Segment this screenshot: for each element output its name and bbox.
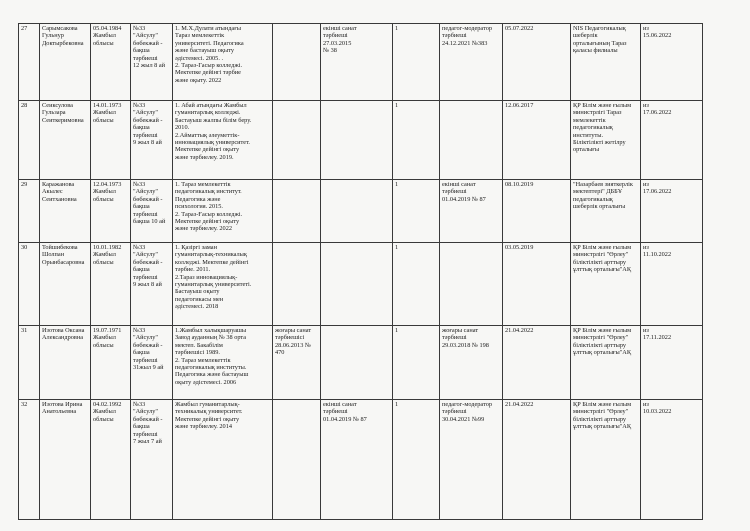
course-organization: "Назарбаев зияткерлік мектептері" ДББҰ педагогикалық шеберлік орталығы <box>571 180 641 243</box>
pedagog-category: жоғары санат тәрбиешi 29.03.2018 № 198 <box>440 326 503 400</box>
count-cell: 1 <box>393 180 440 243</box>
certificate-date: из 10.03.2022 <box>641 400 703 520</box>
education-info: 1.Жамбыл халықшаруашы Завод ауданның № 38 орта мектеп. Бакабілім тәрбиешісі 1989. 2. Тараз мемлекеттік педагогикалық институты. Педагогика және бастауыш оқыту әдістемесі. 2006 <box>173 326 273 400</box>
table-row <box>19 243 703 326</box>
count-cell: 1 <box>393 326 440 400</box>
course-organization: ҚР Білім және ғылым министрлігі Тараз мемлекеттік педагогикалық институты. Біліктілікті жетілру орталығы <box>571 101 641 180</box>
course-date: 05.07.2022 <box>503 24 571 101</box>
employee-name: Изотова Ирина Анатольевна <box>40 400 91 520</box>
course-organization: ҚР Білім және ғылым министрлігі "Өрлеу" біліктілікті арттыру ұлттық орталығы"АҚ <box>571 400 641 520</box>
course-organization: ҚР Білім және ғылым министрлігі "Өрлеу" біліктілікті арттыру ұлттық орталығы"АҚ <box>571 326 641 400</box>
certificate-date: из 15.06.2022 <box>641 24 703 101</box>
work-info: №33 "Айсулу" бөбекжай - бақша тәрбиешi 31жыл 9 ай <box>131 326 173 400</box>
pedagog-category <box>440 243 503 326</box>
prior-category <box>273 400 321 520</box>
staff-table <box>18 23 703 520</box>
course-date: 21.04.2022 <box>503 326 571 400</box>
table-row <box>19 326 703 400</box>
row-number: 28 <box>19 101 40 180</box>
pedagog-category: екінші санат тәрбиеші 01.04.2019 № 87 <box>440 180 503 243</box>
birth-info: 04.02.1992 Жамбыл облысы <box>91 400 131 520</box>
birth-info: 12.04.1973 Жамбыл облысы <box>91 180 131 243</box>
table-row <box>19 101 703 180</box>
work-info: №33 "Айсулу" бөбекжай - бақша тәрбиешi бақша 10 ай <box>131 180 173 243</box>
table-row <box>19 400 703 520</box>
work-info: №33 "Айсулу" бөбекжай - бақша тәрбиешi 7 жыл 7 ай <box>131 400 173 520</box>
prior-category <box>273 24 321 101</box>
education-info: 1. Қазіргі заман гуманитарлық-техникалық колледжі. Мектепке дейінгі тәрбие. 2011. 2.Тараз инновациялық- гуманитарлық университеті. Бастауыш оқыту педагогикасы мен әдістемесі. 2018 <box>173 243 273 326</box>
prior-category <box>273 101 321 180</box>
birth-info: 05.04.1984 Жамбыл облысы <box>91 24 131 101</box>
course-date: 03.05.2019 <box>503 243 571 326</box>
employee-name: Тойшибекова Шолпан Орынбасаровна <box>40 243 91 326</box>
row-number: 27 <box>19 24 40 101</box>
prior-category: жоғары санат тәрбиешiсi 28.06.2013 № 470 <box>273 326 321 400</box>
count-cell: 1 <box>393 101 440 180</box>
table-row <box>19 180 703 243</box>
birth-info: 14.01.1973 Жамбыл облысы <box>91 101 131 180</box>
count-cell: 1 <box>393 400 440 520</box>
category-info: екінші санат тәрбиеші 01.04.2019 № 87 <box>321 400 393 520</box>
course-organization: NIS Педагогикалық шеберлік орталығының Тараз қаласы филиалы <box>571 24 641 101</box>
course-date: 08.10.2019 <box>503 180 571 243</box>
birth-info: 19.07.1971 Жамбыл облысы <box>91 326 131 400</box>
employee-name: Сеиксулова Гульзара Сеиткеримовна <box>40 101 91 180</box>
row-number: 29 <box>19 180 40 243</box>
pedagog-category: педагог-модератор тәрбиеші 30.04.2021 №99 <box>440 400 503 520</box>
row-number: 31 <box>19 326 40 400</box>
work-info: №33 "Айсулу" бөбекжай - бақша тәрбиешi 12 жыл 8 ай <box>131 24 173 101</box>
prior-category <box>273 243 321 326</box>
education-info: Жамбыл гуманитарлық- техникалық университет. Мектепке дейінгі оқыту және тәрбиелеу. 2014 <box>173 400 273 520</box>
prior-category <box>273 180 321 243</box>
education-info: 1. Тараз мемлекеттік педагогикалық институт. Педагогика және психология. 2015. 2. Тараз-Ғасыр колледжі. Мектепке дейінгі оқыту және тәрбиелеу. 2022 <box>173 180 273 243</box>
certificate-date: из 11.10.2022 <box>641 243 703 326</box>
birth-info: 10.01.1982 Жамбыл облысы <box>91 243 131 326</box>
row-number: 32 <box>19 400 40 520</box>
pedagog-category: педагог-модератор тәрбиеші 24.12.2021 №383 <box>440 24 503 101</box>
pedagog-category <box>440 101 503 180</box>
course-date: 21.04.2022 <box>503 400 571 520</box>
employee-name: Сарымсакова Гульнур Доктырбековна <box>40 24 91 101</box>
category-info <box>321 180 393 243</box>
category-info: екінші санат тәрбиеші 27.03.2015 № 38 <box>321 24 393 101</box>
count-cell: 1 <box>393 24 440 101</box>
row-number: 30 <box>19 243 40 326</box>
category-info <box>321 101 393 180</box>
employee-name: Изотова Оксана Александровна <box>40 326 91 400</box>
work-info: №33 "Айсулу" бөбекжай - бақша тәрбиешi 9 жыл 8 ай <box>131 101 173 180</box>
employee-name: Каражанова Акылес Сеитхановна <box>40 180 91 243</box>
certificate-date: из 17.06.2022 <box>641 180 703 243</box>
certificate-date: из 17.11.2022 <box>641 326 703 400</box>
certificate-date: из 17.06.2022 <box>641 101 703 180</box>
category-info <box>321 243 393 326</box>
education-info: 1. М.Х.Дулати атындағы Тараз мемлекеттік университеті. Педагогика және бастауыш оқыту әдістемесі. 2005. . 2. Тараз-Гасыр колледжі. Мектепке дейінгі тәрбие және оқыту. 2022 <box>173 24 273 101</box>
education-info: 1. Абай атындағы Жамбыл гуманитарлық колледжі. Бастауыш жалпы білім беру. 2010. 2.Айматтық әлеуметтік- инновациялық университет. Мектепке дейінгі оқыту және тәрбиелеу. 2019. <box>173 101 273 180</box>
course-date: 12.06.2017 <box>503 101 571 180</box>
category-info <box>321 326 393 400</box>
table-row <box>19 24 703 101</box>
work-info: №33 "Айсулу" бөбекжай - бақша тәрбиешi 9 жыл 8 ай <box>131 243 173 326</box>
count-cell: 1 <box>393 243 440 326</box>
course-organization: ҚР Білім және ғылым министрлігі "Өрлеу" біліктілікті арттыру ұлттық орталығы"АҚ <box>571 243 641 326</box>
